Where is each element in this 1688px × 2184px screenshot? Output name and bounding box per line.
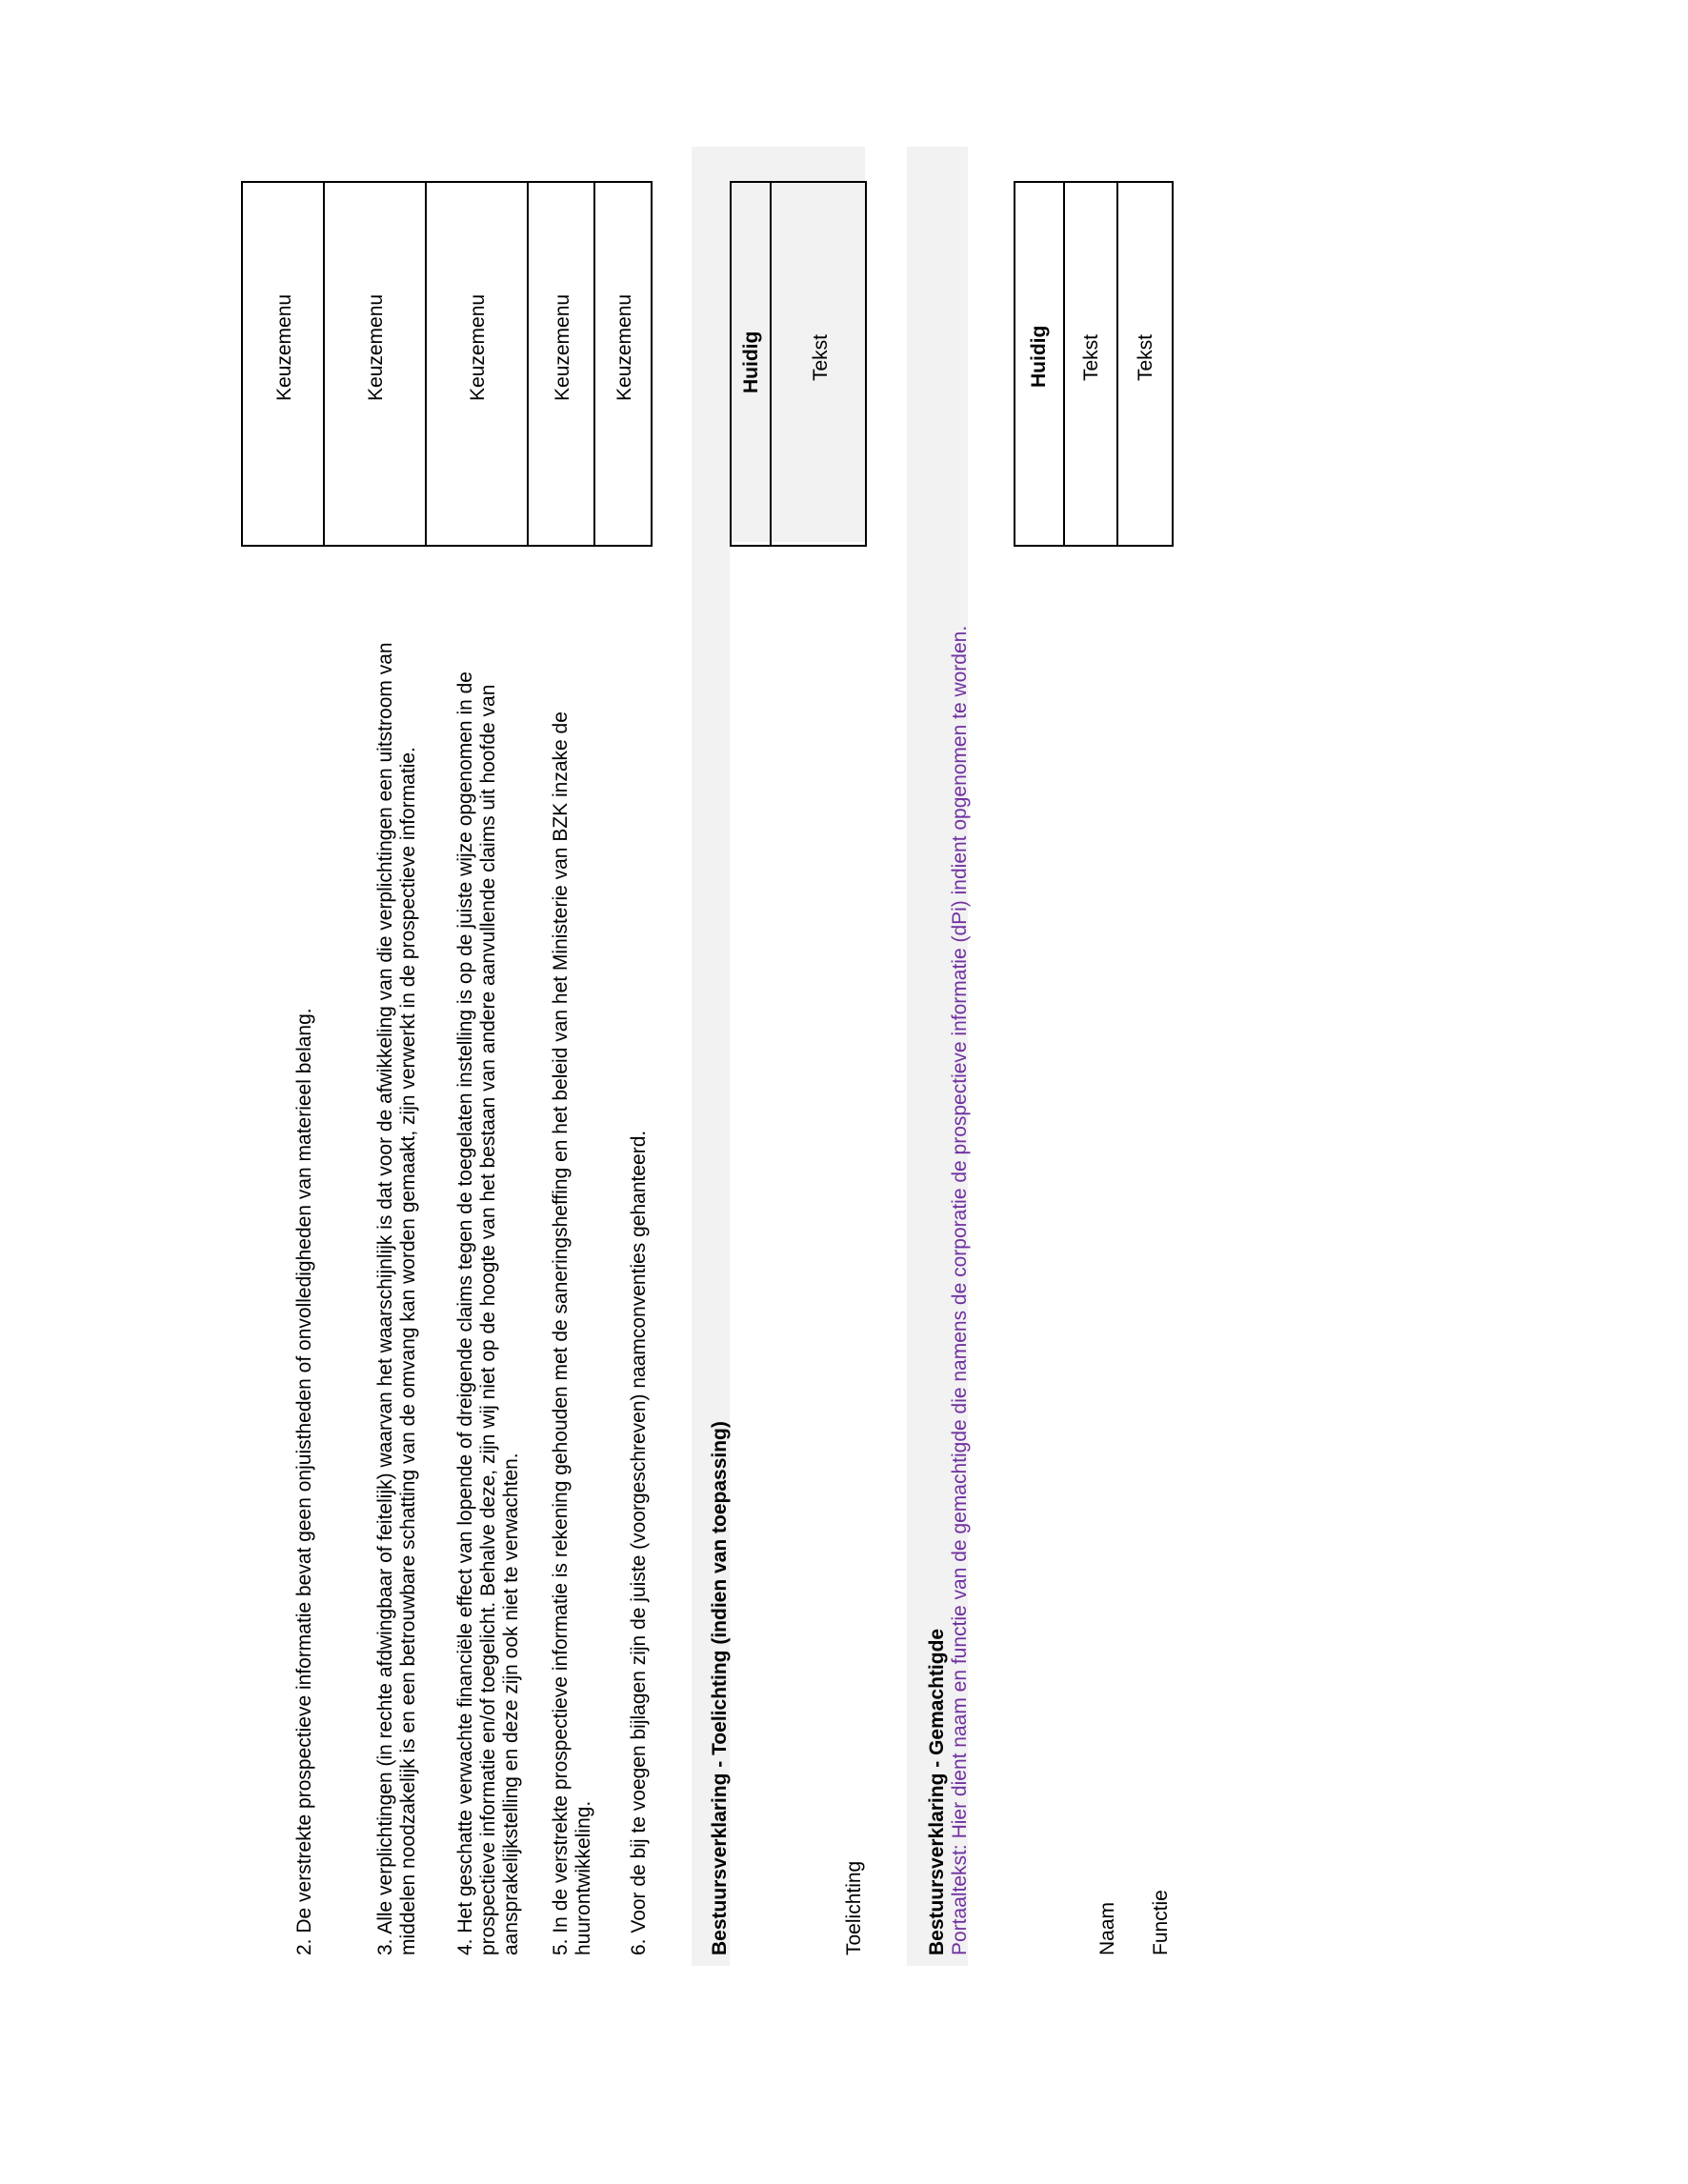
toelichting-row-label: Toelichting (843, 1860, 865, 1955)
toelichting-value-cell[interactable] (770, 181, 867, 547)
statement-3: 3. Alle verplichtingen (in rechte afdwingbaar of feitelijk) waarvan het waarschijnlijk is dat voor de afwikkeling van die verplichtingen een uitstroom van middelen noodzakelijk is en een betrouwbare schatting van de omvang kan worden gemaakt, zijn verwerkt in de prospectieve informatie. (374, 642, 419, 1955)
statement-6-answer[interactable]: Keuzemenu (613, 293, 635, 401)
toelichting-value[interactable]: Tekst (810, 333, 832, 381)
portal-text (949, 626, 972, 1955)
naam-label: Naam (1096, 1901, 1118, 1955)
statement-4-answer[interactable]: Keuzemenu (467, 293, 489, 401)
statement-6-answer-cell[interactable] (593, 181, 653, 547)
naam-value-cell[interactable] (1063, 181, 1118, 547)
gemachtigde-column-header: Huidig (1028, 325, 1050, 388)
statement-5-answer[interactable]: Keuzemenu (552, 293, 573, 401)
statement-6: 6. Voor de bij te voegen bijlagen zijn de juiste (voorgeschreven) naamconventies gehanteerd. (628, 1130, 650, 1955)
toelichting-section-title: Bestuursverklaring - Toelichting (indien van toepassing) (709, 1421, 731, 1955)
gemachtigde-header-cell (1014, 181, 1065, 547)
functie-label: Functie (1150, 1890, 1172, 1955)
portal-text-body: Hier dient naam en functie van de gemachtigde die namens de corporatie de prospectieve informatie (dPi) indient opgenomen te worden. (949, 625, 971, 1839)
statement-5-answer-cell[interactable] (527, 181, 595, 547)
statement-2-answer-cell[interactable] (241, 181, 325, 547)
statement-2: 2. De verstrekte prospectieve informatie bevat geen onjuistheden of onvolledigheden van materieel belang. (293, 1008, 315, 1955)
toelichting-header-cell (730, 181, 772, 547)
naam-value[interactable]: Tekst (1080, 333, 1102, 381)
statement-3-answer[interactable]: Keuzemenu (365, 293, 387, 401)
gemachtigde-section-title: Bestuursverklaring - Gemachtigde (926, 1628, 948, 1955)
statement-3-answer-cell[interactable] (323, 181, 427, 547)
portal-text-prefix: Portaaltekst: (949, 1844, 971, 1955)
statement-2-answer[interactable]: Keuzemenu (273, 293, 295, 401)
functie-value[interactable]: Tekst (1135, 333, 1156, 381)
toelichting-column-header: Huidig (740, 331, 762, 393)
statement-4-answer-cell[interactable] (425, 181, 529, 547)
statement-4: 4. Het geschatte verwachte financiële effect van lopende of dreigende claims tegen de toegelaten instelling is op de juiste wijze opgenomen in de prospectieve informatie en/of toegelicht. Behalve deze, zijn wij niet op de hoogte van het bestaan van andere aanvullende claims uit hoofde van aansprakelijkstelling en deze zijn ook niet te verwachten. (454, 671, 522, 1955)
functie-value-cell[interactable] (1116, 181, 1174, 547)
statement-5: 5. In de verstrekte prospectieve informatie is rekening gehouden met de saneringsheffing en het beleid van het Ministerie van BZK inzake de huurontwikkeling. (550, 711, 594, 1955)
